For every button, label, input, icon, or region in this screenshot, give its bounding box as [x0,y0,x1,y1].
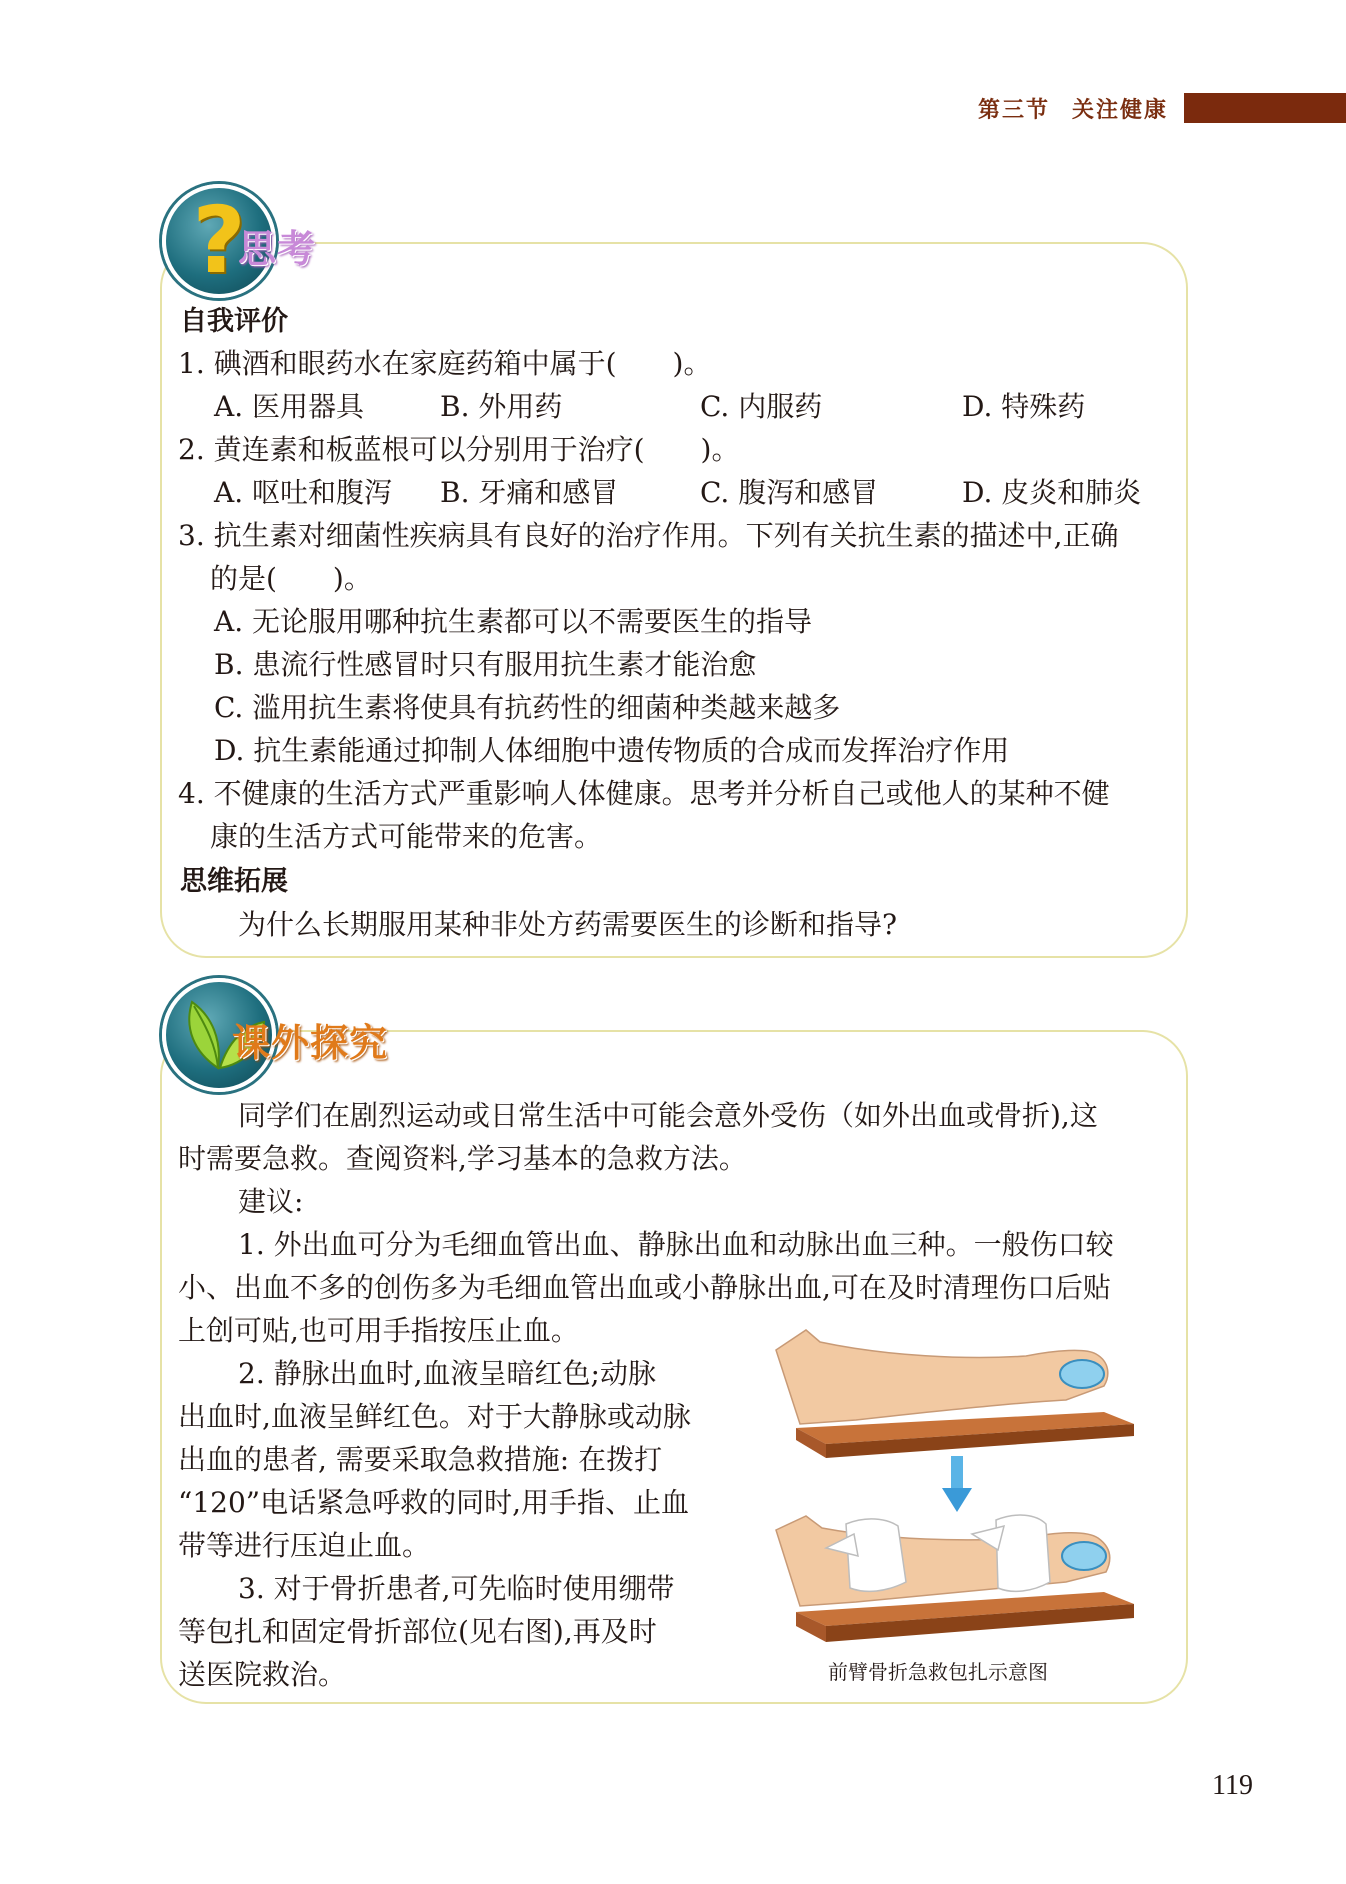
para-2-line-2: 出血时,血液呈鲜红色。对于大静脉或动脉 [178,1400,691,1433]
question-2: 2. 黄连素和板蓝根可以分别用于治疗( )。 [178,433,740,466]
extend-heading: 思维拓展 [180,866,288,897]
para-1-line-2: 小、出血不多的创伤多为毛细血管出血或小静脉出血,可在及时清理伤口后贴 [178,1271,1111,1304]
q2-option-a: A. 呕吐和腹泻 [214,476,393,509]
q3-option-c: C. 滥用抗生素将使具有抗药性的细菌种类越来越多 [214,691,841,724]
para-1-line-1: 1. 外出血可分为毛细血管出血、静脉出血和动脉出血三种。一般伤口较 [238,1228,1114,1261]
question-3-line-1: 3. 抗生素对细菌性疾病具有良好的治疗作用。下列有关抗生素的描述中,正确 [178,519,1119,552]
suggestion-label: 建议: [238,1185,304,1218]
forearm-splint-illustration [766,1320,1146,1650]
intro-line-2: 时需要急救。查阅资料,学习基本的急救方法。 [178,1142,747,1175]
header-color-bar [1184,93,1346,123]
para-2-line-5: 带等进行压迫止血。 [178,1529,431,1562]
explore-title: 课外探究 [232,1021,389,1065]
q1-option-c: C. 内服药 [700,390,823,423]
para-2-line-1: 2. 静脉出血时,血液呈暗红色;动脉 [238,1357,656,1390]
q3-option-a: A. 无论服用哪种抗生素都可以不需要医生的指导 [214,605,813,638]
q3-option-b: B. 患流行性感冒时只有服用抗生素才能治愈 [214,648,757,681]
q3-option-d: D. 抗生素能通过抑制人体细胞中遗传物质的合成而发挥治疗作用 [214,734,1010,767]
intro-line-1: 同学们在剧烈运动或日常生活中可能会意外受伤（如外出血或骨折),这 [238,1099,1098,1132]
para-2-line-4: “120”电话紧急呼救的同时,用手指、止血 [178,1486,689,1519]
illustration-caption: 前臂骨折急救包扎示意图 [828,1660,1048,1684]
think-title: 思考 [238,227,317,271]
q1-option-a: A. 医用器具 [214,390,365,423]
q1-option-b: B. 外用药 [440,390,563,423]
section-label: 第三节 [977,97,1050,123]
para-1-line-3: 上创可贴,也可用手指按压止血。 [178,1314,579,1347]
question-4-line-1: 4. 不健康的生活方式严重影响人体健康。思考并分析自己或他人的某种不健 [178,777,1110,810]
para-3-line-3: 送医院救治。 [178,1658,347,1691]
para-3-line-2: 等包扎和固定骨折部位(见右图),再及时 [178,1615,657,1648]
extend-question: 为什么长期服用某种非处方药需要医生的诊断和指导? [238,908,898,941]
para-2-line-3: 出血的患者, 需要采取急救措施: 在拨打 [178,1443,663,1476]
section-title: 关注健康 [1071,97,1168,123]
self-eval-heading: 自我评价 [180,306,288,337]
page-number: 119 [1212,1770,1253,1801]
q2-option-d: D. 皮炎和肺炎 [962,476,1142,509]
q2-option-c: C. 腹泻和感冒 [700,476,879,509]
question-mark-icon: ? [162,184,276,298]
q1-option-d: D. 特殊药 [962,390,1086,423]
page-header [978,92,1346,124]
question-3-line-2: 的是( )。 [210,562,372,595]
question-1: 1. 碘酒和眼药水在家庭药箱中属于( )。 [178,347,712,380]
running-head [978,93,1168,124]
question-4-line-2: 康的生活方式可能带来的危害。 [210,820,603,853]
q2-option-b: B. 牙痛和感冒 [440,476,619,509]
para-3-line-1: 3. 对于骨折患者,可先临时使用绷带 [238,1572,675,1605]
